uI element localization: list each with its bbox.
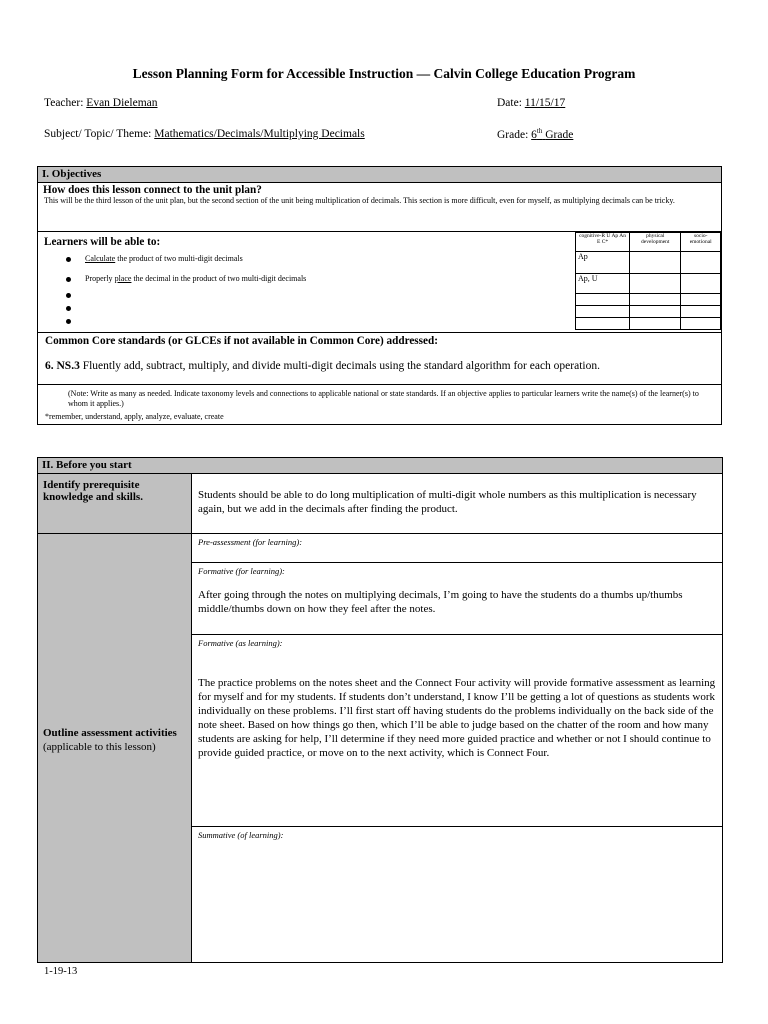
subject-value: Mathematics/Decimals/Multiplying Decimals — [154, 128, 365, 140]
formative-as-cell — [192, 635, 722, 827]
bullet-icon — [66, 293, 71, 298]
summative-label: Summative (of learning): — [198, 830, 284, 840]
divider — [38, 384, 721, 385]
learners-row — [38, 231, 721, 333]
formative-as-label: Formative (as learning): — [198, 638, 283, 648]
pre-assessment-label: Pre-assessment (for learning): — [198, 537, 303, 547]
unit-plan-question: How does this lesson connect to the unit plan? — [43, 184, 262, 196]
objective-item-empty — [66, 303, 85, 312]
grade-field — [497, 127, 573, 141]
objective-item-empty — [66, 290, 85, 299]
taxonomy-table — [575, 232, 721, 330]
taxonomy-cell: Ap, U — [576, 274, 630, 294]
subject-field — [44, 128, 365, 140]
prereq-label: Identify prerequisite knowledge and skills. — [38, 474, 192, 534]
grade-value: 6th Grade — [531, 127, 574, 141]
objective-item-2: Properly place the decimal in the product of two multi-digit decimals — [66, 274, 306, 283]
formative-for-text: After going through the notes on multiplying decimals, I’m going to have the students do a thumbs up/thumbs middle/thumbs down on how they feel after the notes. — [198, 589, 683, 615]
prereq-text: Students should be able to do long multiplication of multi-digit whole numbers as this multiplication is necessary again, but we add in the decimals after finding the product. — [192, 474, 722, 534]
date-value: 11/15/17 — [524, 97, 566, 109]
learners-heading: Learners will be able to: — [44, 236, 161, 248]
before-you-start-section — [37, 457, 723, 963]
unit-plan-answer: This will be the third lesson of the unit plan, but the second section of the unit being multiplication of decimals. This section is more difficult, even for myself, as multiplying decimals can be tricky. — [44, 196, 675, 205]
taxonomy-cell — [576, 294, 630, 306]
taxonomy-cell — [630, 294, 681, 306]
formative-for-cell — [192, 563, 722, 635]
teacher-value: Evan Dieleman — [86, 97, 158, 109]
bullet-icon — [66, 306, 71, 311]
objective-item-1: Calculate the product of two multi-digit decimals — [66, 254, 243, 263]
taxonomy-cell — [630, 318, 681, 330]
objectives-section — [37, 166, 722, 425]
bullet-icon — [66, 319, 71, 324]
date-label: Date: — [497, 97, 522, 109]
taxonomy-cell — [681, 294, 721, 306]
formative-as-text: The practice problems on the notes sheet and the Connect Four activity will provide formative assessment as learning for myself and for my students. If students don’t understand, I know I’ll be getting a lot of questions as students work individually on these problems. I’ll first start off having students do the problems individually on the back side of the note sheet. Based on how things go then, which I’ll be able to judge based on the chatter of the room and how many students are asking for help, I’ll determine if they need more guided practice and whether or not I should continue to provide guided practice, or move on to the next activity, which is Connect Four. — [198, 677, 716, 759]
grade-label: Grade: — [497, 128, 529, 141]
teacher-field — [44, 97, 158, 109]
taxonomy-cell — [630, 252, 681, 274]
taxonomy-header-cognitive: cognitive-R U Ap An E C* — [576, 233, 630, 252]
summative-cell — [192, 827, 722, 962]
assessment-label-cell — [38, 534, 192, 962]
page-footer-date: 1-19-13 — [44, 966, 78, 977]
objectives-note: (Note: Write as many as needed. Indicate taxonomy levels and connections to applicable national or state standards. If an objective applies to particular learners write the name(s) of the learner(s) to whom it applies.) — [68, 389, 699, 408]
taxonomy-cell — [576, 306, 630, 318]
formative-for-label: Formative (for learning): — [198, 566, 285, 576]
taxonomy-header-socio: socio-emotional — [681, 233, 721, 252]
taxonomy-cell — [681, 274, 721, 294]
form-title: Lesson Planning Form for Accessible Instruction — Calvin College Education Program — [132, 66, 636, 81]
common-core-standard: 6. NS.3 Fluently add, subtract, multiply, and divide multi-digit decimals using the standard algorithm for each operation. — [45, 360, 600, 372]
taxonomy-cell: Ap — [576, 252, 630, 274]
taxonomy-cell — [630, 274, 681, 294]
before-heading: II. Before you start — [38, 458, 722, 474]
bullet-icon — [66, 257, 71, 262]
subject-label: Subject/ Topic/ Theme: — [44, 128, 152, 140]
assessment-label: Outline assessment activities — [43, 727, 177, 739]
teacher-label: Teacher: — [44, 97, 84, 109]
assessment-sublabel: (applicable to this lesson) — [43, 741, 156, 753]
date-field — [497, 97, 565, 109]
taxonomy-header-physical: physical development — [630, 233, 681, 252]
common-core-heading: Common Core standards (or GLCEs if not available in Common Core) addressed: — [45, 335, 438, 347]
bullet-icon — [66, 277, 71, 282]
taxonomy-cell — [681, 318, 721, 330]
objectives-heading: I. Objectives — [38, 167, 721, 183]
taxonomy-cell — [630, 306, 681, 318]
objective-item-empty — [66, 316, 85, 325]
pre-assessment-cell — [192, 534, 722, 563]
taxonomy-cell — [681, 252, 721, 274]
taxonomy-cell — [576, 318, 630, 330]
taxonomy-footnote: *remember, understand, apply, analyze, evaluate, create — [45, 412, 224, 421]
taxonomy-cell — [681, 306, 721, 318]
